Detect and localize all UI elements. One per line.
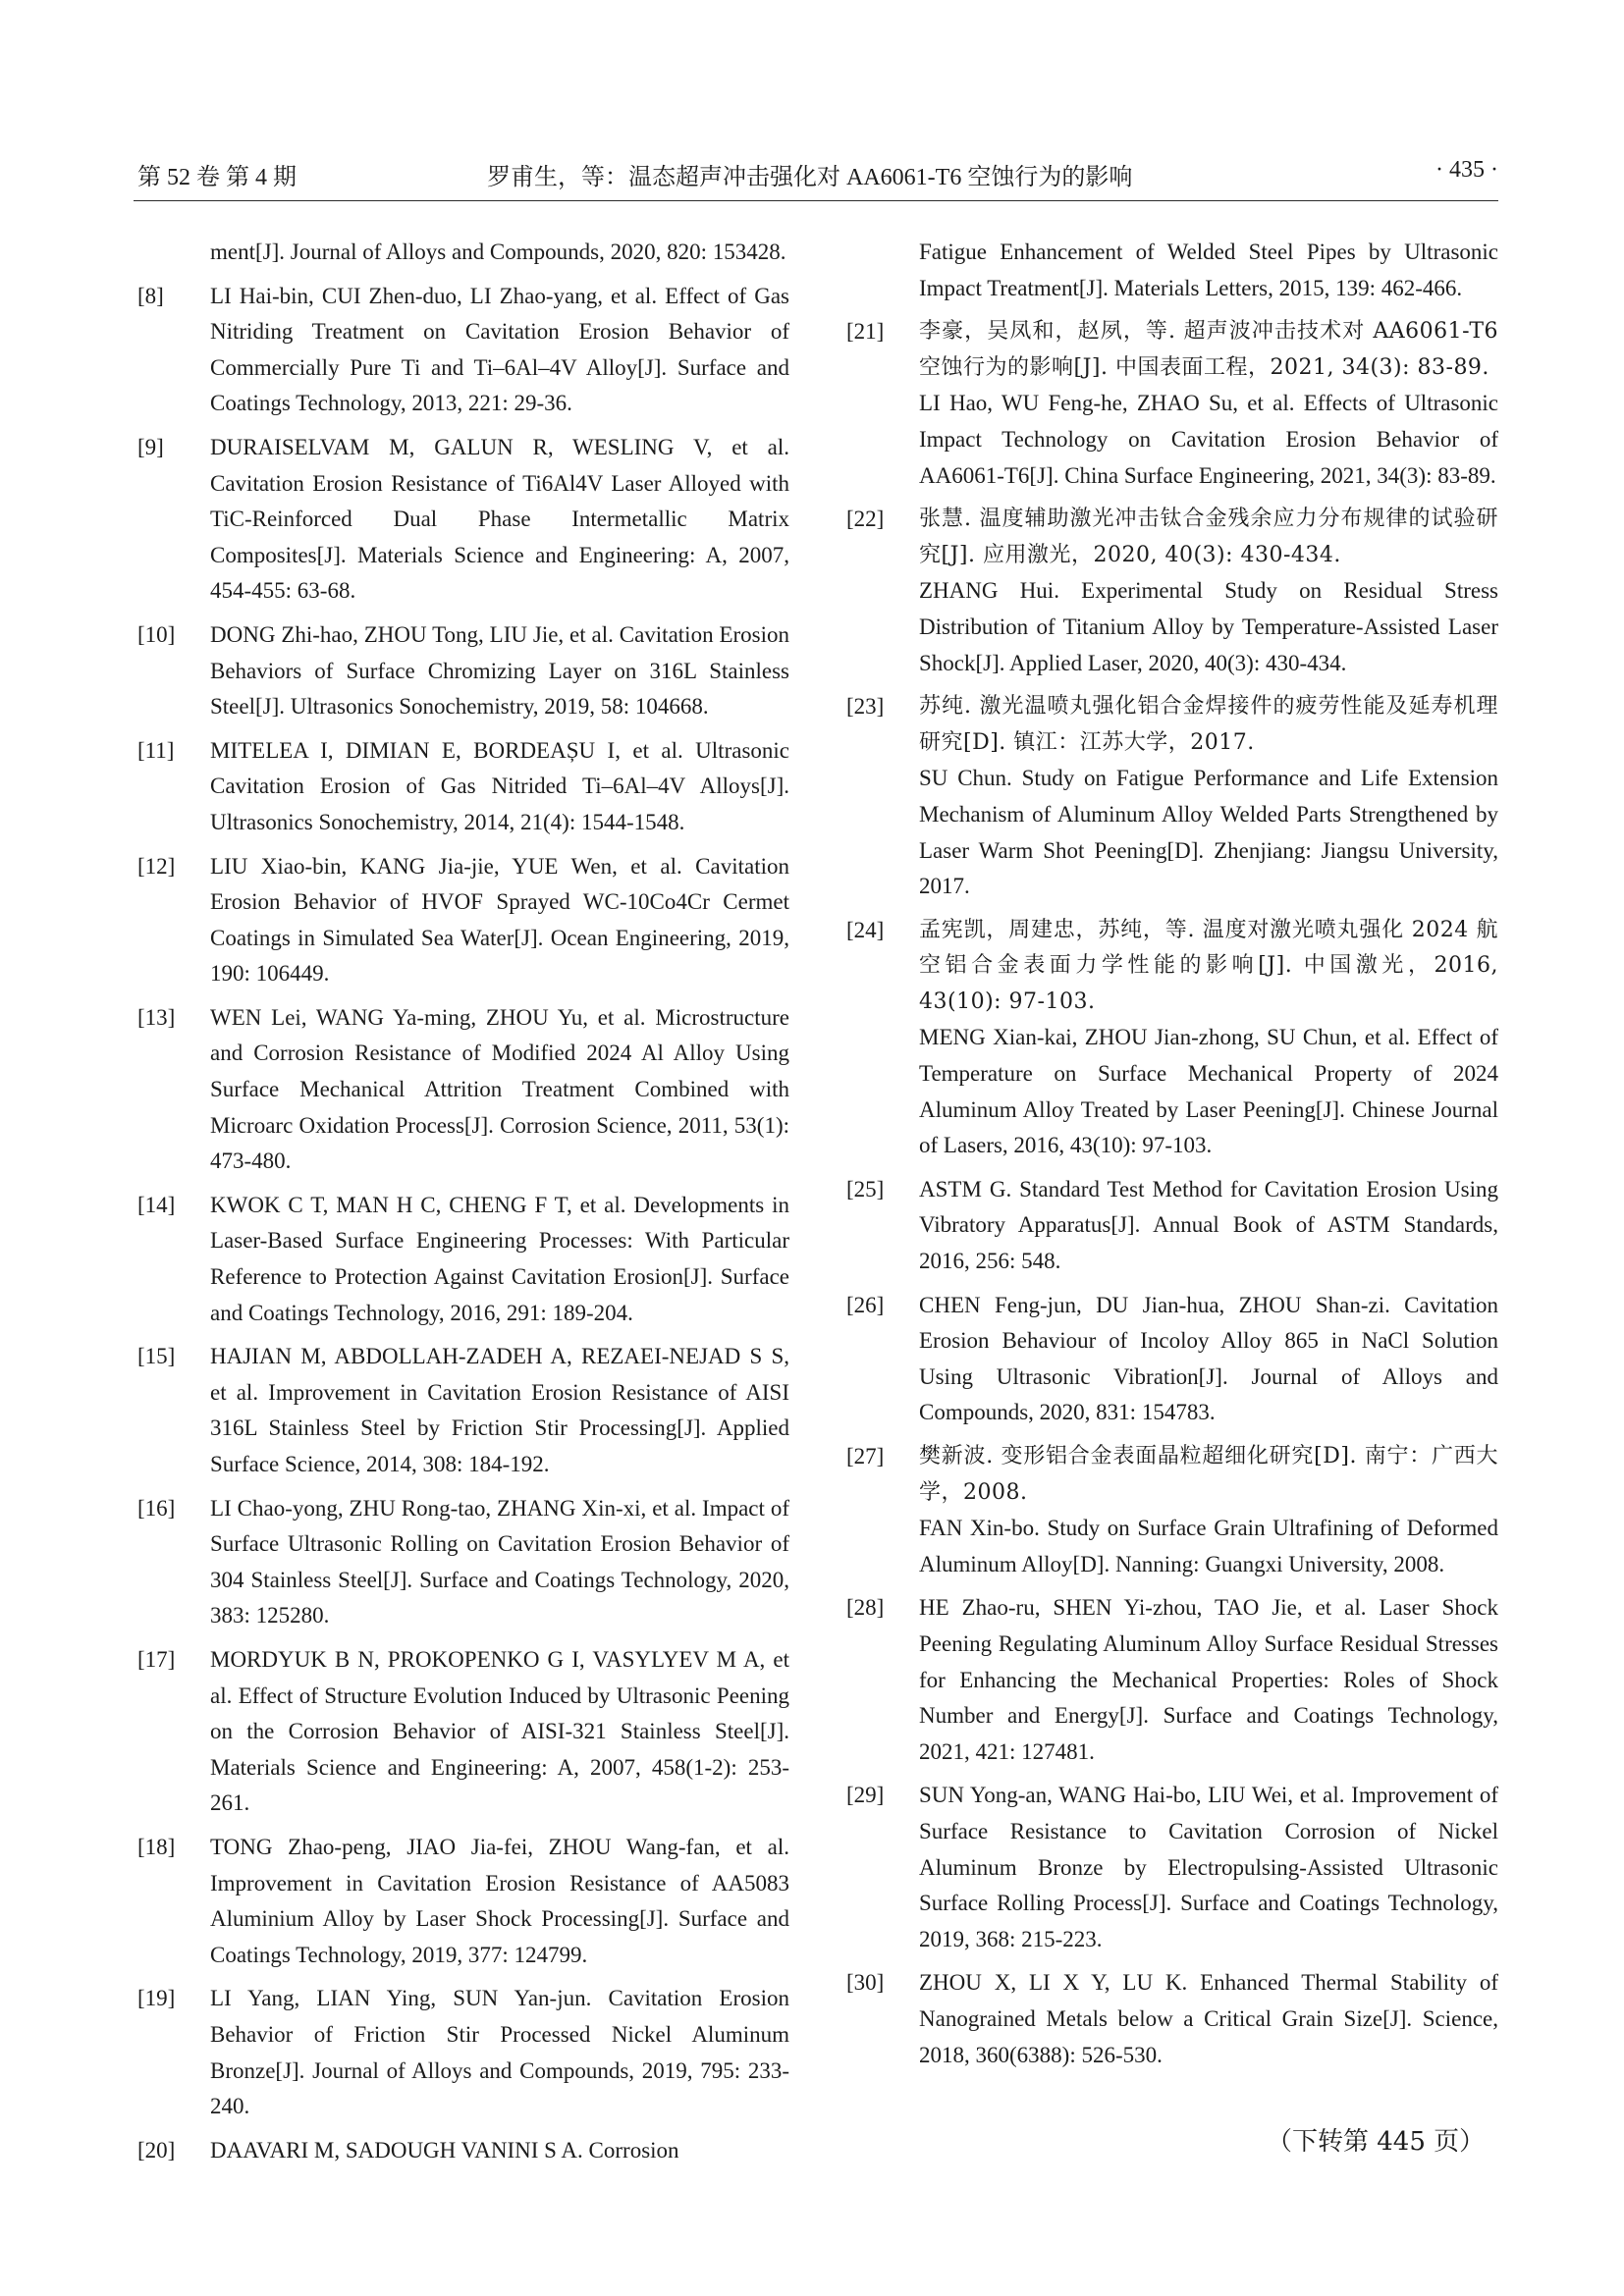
reference-text: MORDYUK B N, PROKOPENKO G I, VASYLYEV M A, et al. Effect of Structure Evolution Induced by Ultrasonic Peening on the Corrosion Behavior of AISI-321 Stainless Steel[J]. Materials Science and Engineering: A, 2007, 458(1-2): 253-261. [210, 1646, 789, 1816]
continued-note: （下转第 445 页） [1267, 2127, 1486, 2157]
reference-number: [17] [137, 1646, 176, 1672]
reference-text: MENG Xian-kai, ZHOU Jian-zhong, SU Chun, et al. Effect of Temperature on Surface Mechanical Property of 2024 Aluminum Alloy Treated by Laser Peening[J]. Chinese Journal of Lasers, 2016, 43(10): 97-103. [919, 1025, 1498, 1158]
reference-number: [23] [846, 694, 885, 720]
reference-text: ment[J]. Journal of Alloys and Compounds, 2020, 820: 153428. [210, 240, 786, 264]
reference-entry [137, 849, 789, 992]
reference-entry [137, 1491, 789, 1634]
reference-text-chinese: 孟宪凯，周建忠，苏纯，等. 温度对激光喷丸强化 2024 航空铝合金表面力学性能的影响[J]. 中国激光，2016, 43(10): 97-103. [919, 917, 1498, 1014]
reference-text: MITELEA I, DIMIAN E, BORDEAȘU I, et al. Ultrasonic Cavitation Erosion of Gas Nitrided Ti–6Al–4V Alloys[J]. Ultrasonics Sonochemistry, 2014, 21(4): 1544-1548. [210, 737, 789, 834]
reference-entry [846, 913, 1498, 1164]
reference-number: [16] [137, 1495, 176, 1521]
reference-text-chinese: 樊新波. 变形铝合金表面晶粒超细化研究[D]. 南宁：广西大学，2008. [919, 1444, 1498, 1505]
reference-text: SU Chun. Study on Fatigue Performance and Life Extension Mechanism of Aluminum Alloy Welded Parts Strengthened by Laser Warm Shot Peening[D]. Zhenjiang: Jiangsu University, 2017. [919, 766, 1498, 899]
reference-text: HE Zhao-ru, SHEN Yi-zhou, TAO Jie, et al. Laser Shock Peening Regulating Aluminum Alloy Surface Residual Stresses for Enhancing the Mechanical Properties: Roles of Shock Number and Energy[J]. Surface and Coatings Technology, 2021, 421: 127481. [919, 1595, 1498, 1764]
reference-text: KWOK C T, MAN H C, CHENG F T, et al. Developments in Laser-Based Surface Engineering Processes: With Particular Reference to Protection Against Cavitation Erosion[J]. Surface and Coatings Technology, 2016, 291: 189-204. [210, 1192, 789, 1325]
page-number: · 435 · [1435, 157, 1498, 183]
reference-entry [137, 1000, 789, 1180]
reference-text: TONG Zhao-peng, JIAO Jia-fei, ZHOU Wang-fan, et al. Improvement in Cavitation Erosion Resistance of AA5083 Aluminium Alloy by Laser Shock Processing[J]. Surface and Coatings Technology, 2019, 377: 124799. [210, 1834, 789, 1967]
reference-number: [25] [846, 1176, 885, 1201]
reference-number: [26] [846, 1292, 885, 1317]
reference-column-right [846, 235, 1498, 2081]
reference-number: [21] [846, 319, 885, 345]
reference-entry [846, 502, 1498, 681]
reference-text: SUN Yong-an, WANG Hai-bo, LIU Wei, et al. Improvement of Surface Resistance to Cavitation Corrosion of Nickel Aluminum Bronze by Electropulsing-Assisted Ultrasonic Surface Rolling Process[J]. Surface and Coatings Technology, 2019, 368: 215-223. [919, 1783, 1498, 1951]
reference-entry [137, 279, 789, 422]
reference-continuation [137, 235, 789, 271]
reference-number: [15] [137, 1344, 176, 1369]
reference-entry [137, 1188, 789, 1331]
reference-text: CHEN Feng-jun, DU Jian-hua, ZHOU Shan-zi. Cavitation Erosion Behaviour of Incoloy Alloy 865 in NaCl Solution Using Ultrasonic Vibration[J]. Journal of Alloys and Compounds, 2020, 831: 154783. [919, 1292, 1498, 1425]
reference-number: [19] [137, 1986, 176, 2011]
reference-text-chinese: 李豪，吴凤和，赵夙，等. 超声波冲击技术对 AA6061-T6 空蚀行为的影响[J]. 中国表面工程，2021, 34(3): 83-89. [919, 319, 1498, 380]
reference-text: DONG Zhi-hao, ZHOU Tong, LIU Jie, et al. Cavitation Erosion Behaviors of Surface Chromizing Layer on 316L Stainless Steel[J]. Ultrasonics Sonochemistry, 2019, 58: 104668. [210, 621, 789, 720]
reference-number: [22] [846, 507, 885, 532]
reference-entry [137, 1642, 789, 1822]
reference-entry [846, 1778, 1498, 1957]
reference-column-left [137, 235, 789, 2176]
reference-entry [846, 1172, 1498, 1280]
reference-text-chinese: 张慧. 温度辅助激光冲击钛合金残余应力分布规律的试验研究[J]. 应用激光，2020, 40(3): 430-434. [919, 507, 1498, 567]
reference-text: DAAVARI M, SADOUGH VANINI S A. Corrosion [210, 2137, 679, 2163]
reference-text: Fatigue Enhancement of Welded Steel Pipes by Ultrasonic Impact Treatment[J]. Materials Letters, 2015, 139: 462-466. [919, 240, 1498, 300]
reference-number: [9] [137, 434, 164, 459]
reference-text-chinese: 苏纯. 激光温喷丸强化铝合金焊接件的疲劳性能及延寿机理研究[D]. 镇江：江苏大学，2017. [919, 694, 1498, 755]
reference-number: [13] [137, 1004, 176, 1030]
reference-entry [137, 1830, 789, 1973]
reference-number: [11] [137, 737, 175, 763]
reference-text: LIU Xiao-bin, KANG Jia-jie, YUE Wen, et al. Cavitation Erosion Behavior of HVOF Sprayed WC-10Co4Cr Cermet Coatings in Simulated Sea Water[J]. Ocean Engineering, 2019, 190: 106449. [210, 853, 789, 987]
reference-entry [846, 314, 1498, 494]
reference-text: LI Yang, LIAN Ying, SUN Yan-jun. Cavitation Erosion Behavior of Friction Stir Processed Nickel Aluminum Bronze[J]. Journal of Alloys and Compounds, 2019, 795: 233-240. [210, 1986, 789, 2119]
issue-info: 第 52 卷 第 4 期 [137, 165, 297, 190]
reference-number: [18] [137, 1834, 176, 1859]
reference-entry [846, 1590, 1498, 1770]
reference-text: WEN Lei, WANG Ya-ming, ZHOU Yu, et al. Microstructure and Corrosion Resistance of Modified 2024 Al Alloy Using Surface Mechanical Attrition Treatment Combined with Microarc Oxidation Process[J]. Corrosion Science, 2011, 53(1): 473-480. [210, 1004, 789, 1174]
reference-number: [30] [846, 1970, 885, 1996]
reference-entry [137, 2133, 789, 2169]
reference-number: [27] [846, 1444, 885, 1468]
reference-number: [12] [137, 853, 176, 879]
reference-entry [846, 1965, 1498, 2073]
reference-entry [846, 1439, 1498, 1582]
reference-text: ASTM G. Standard Test Method for Cavitation Erosion Using Vibratory Apparatus[J]. Annual Book of ASTM Standards, 2016, 256: 548. [919, 1176, 1498, 1274]
reference-text: ZHOU X, LI X Y, LU K. Enhanced Thermal Stability of Nanograined Metals below a Critical Grain Size[J]. Science, 2018, 360(6388): 526-530. [919, 1970, 1498, 2067]
reference-entry [137, 1981, 789, 2124]
reference-entry [137, 430, 789, 610]
reference-entry [846, 1288, 1498, 1431]
reference-number: [29] [846, 1783, 885, 1808]
reference-entry [137, 617, 789, 725]
running-title: 罗甫生，等：温态超声冲击强化对 AA6061-T6 空蚀行为的影响 [487, 165, 1133, 190]
reference-number: [10] [137, 621, 176, 647]
running-header [134, 157, 1498, 196]
reference-text: ZHANG Hui. Experimental Study on Residual Stress Distribution of Titanium Alloy by Temperature-Assisted Laser Shock[J]. Applied Laser, 2020, 40(3): 430-434. [919, 578, 1498, 675]
reference-number: [24] [846, 917, 885, 942]
reference-text: LI Hao, WU Feng-he, ZHAO Su, et al. Effects of Ultrasonic Impact Technology on Cavitation Erosion Behavior of AA6061-T6[J]. China Surface Engineering, 2021, 34(3): 83-89. [919, 391, 1498, 488]
reference-text: LI Chao-yong, ZHU Rong-tao, ZHANG Xin-xi, et al. Impact of Surface Ultrasonic Rolling on Cavitation Erosion Behavior of 304 Stainless Steel[J]. Surface and Coatings Technology, 2020, 383: 125280. [210, 1495, 789, 1629]
reference-entry [137, 733, 789, 841]
reference-text: FAN Xin-bo. Study on Surface Grain Ultrafining of Deformed Aluminum Alloy[D]. Nanning: Guangxi University, 2008. [919, 1516, 1498, 1576]
reference-entry [137, 1339, 789, 1482]
reference-text: DURAISELVAM M, GALUN R, WESLING V, et al. Cavitation Erosion Resistance of Ti6Al4V Laser Alloyed with TiC-Reinforced Dual Phase Intermetallic Matrix Composites[J]. Materials Science and Engineering: A, 2007, 454-455: 63-68. [210, 434, 789, 604]
reference-continuation [846, 235, 1498, 306]
reference-text: HAJIAN M, ABDOLLAH-ZADEH A, REZAEI-NEJAD S S, et al. Improvement in Cavitation Erosion Resistance of AISI 316L Stainless Steel by Friction Stir Processing[J]. Applied Surface Science, 2014, 308: 184-192. [210, 1344, 789, 1476]
reference-entry [846, 689, 1498, 905]
reference-text: LI Hai-bin, CUI Zhen-duo, LI Zhao-yang, et al. Effect of Gas Nitriding Treatment on Cavitation Erosion Behavior of Commercially Pure Ti and Ti–6Al–4V Alloy[J]. Surface and Coatings Technology, 2013, 221: 29-36. [210, 283, 789, 416]
reference-number: [14] [137, 1192, 176, 1217]
reference-number: [28] [846, 1595, 885, 1621]
reference-number: [8] [137, 283, 164, 308]
reference-number: [20] [137, 2137, 176, 2163]
header-rule [134, 200, 1498, 201]
